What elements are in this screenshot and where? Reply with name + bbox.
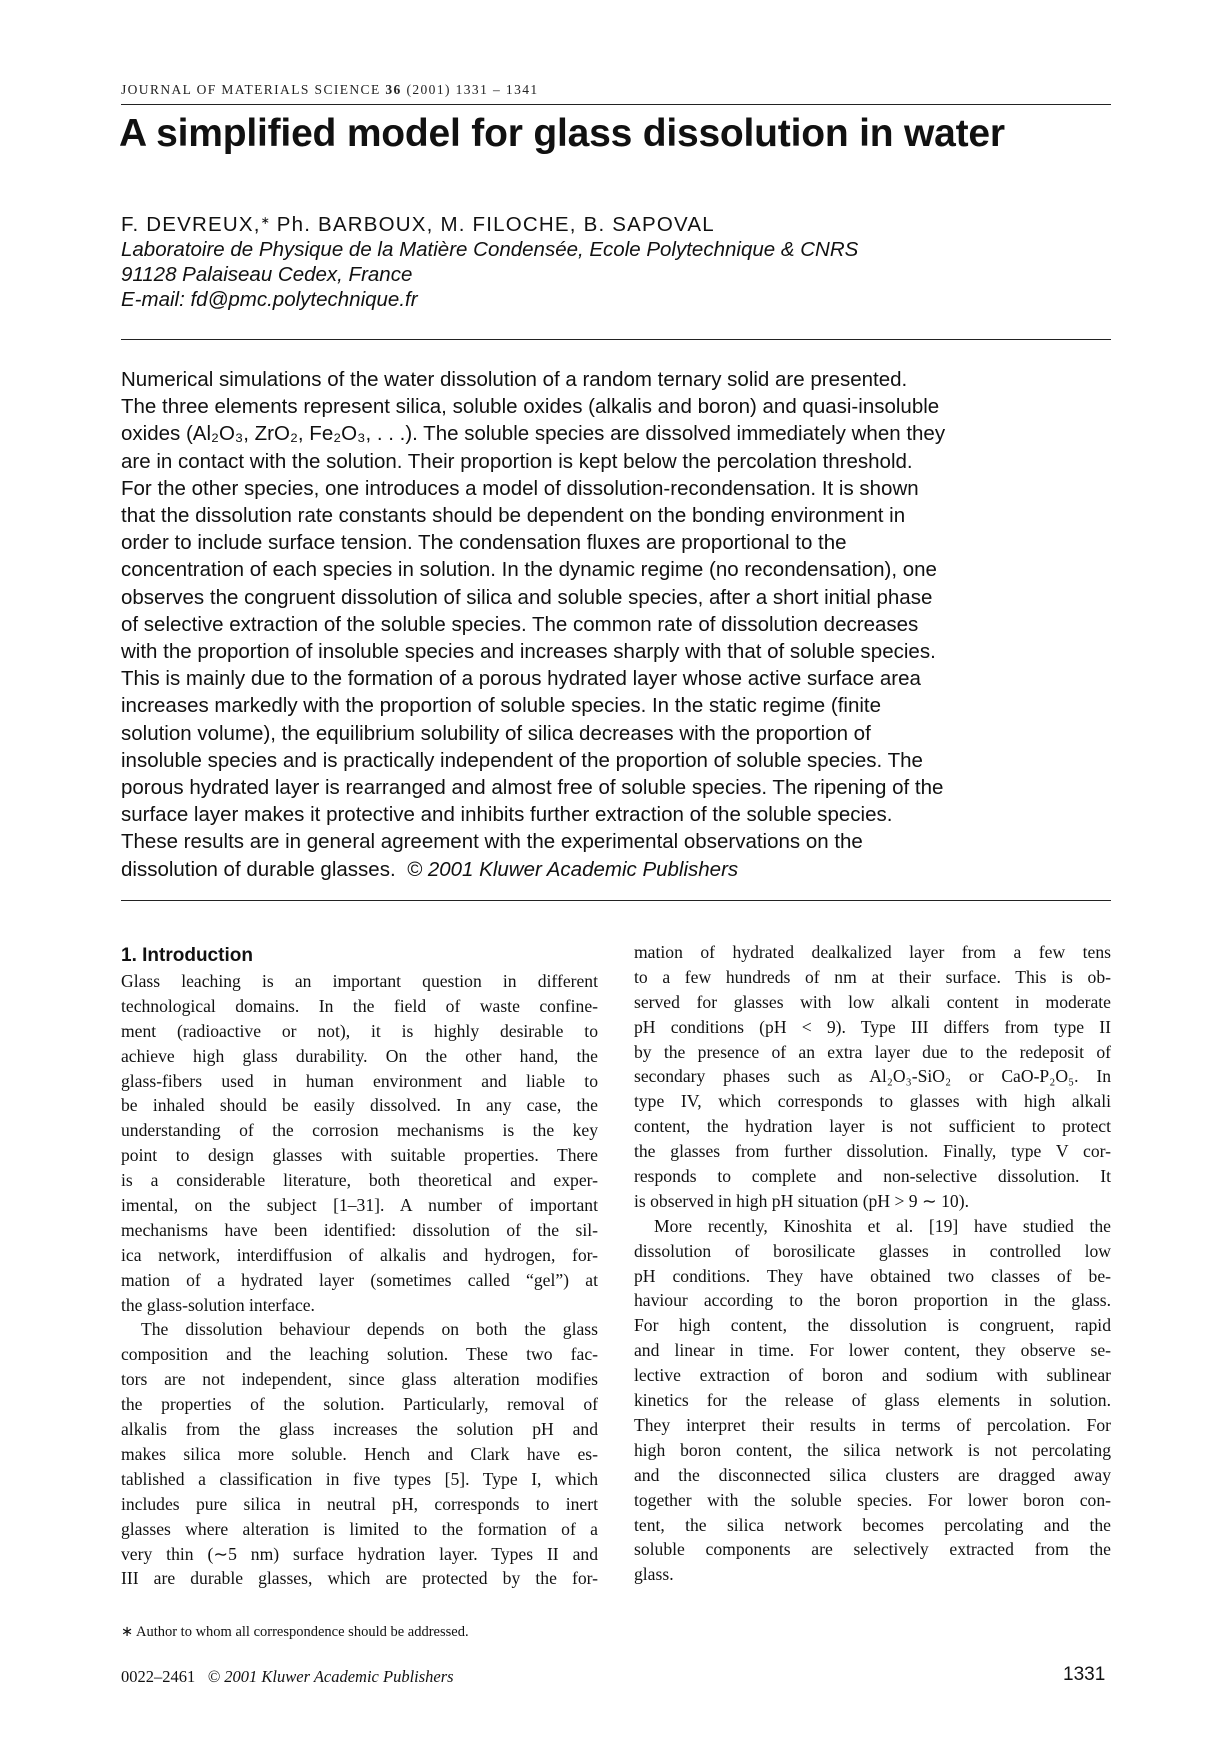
- body-line: More recently, Kinoshita et al. [19] have studied the: [654, 1215, 1111, 1236]
- abstract-line: The three elements represent silica, soluble oxides (alkalis and boron) and quasi-insoluble: [121, 395, 940, 419]
- body-line: soluble components are selectively extracted from the: [634, 1539, 1111, 1560]
- body-line: be inhaled should be easily dissolved. In any case, the: [121, 1095, 598, 1116]
- abstract-line: porous hydrated layer is rearranged and almost free of soluble species. The ripening of the: [121, 776, 944, 800]
- body-line: to a few hundreds of nm at their surface. This is ob-: [634, 966, 1111, 987]
- abstract-copyright: © 2001 Kluwer Academic Publishers: [407, 857, 739, 881]
- body-line: includes pure silica in neutral pH, corresponds to inert: [121, 1493, 598, 1514]
- body-line: glass.: [634, 1564, 674, 1585]
- right-column: [634, 940, 1111, 1587]
- body-line: Glass leaching is an important question in different: [121, 971, 598, 991]
- abstract-line: This is mainly due to the formation of a porous hydrated layer whose active surface area: [121, 667, 921, 691]
- abstract-line: concentration of each species in solution. In the dynamic regime (no recondensation), one: [121, 558, 937, 582]
- first-author: F. DEVREUX,: [121, 213, 261, 236]
- corresponding-asterisk: ∗: [260, 215, 270, 227]
- body-line: pH conditions. They have obtained two classes of be-: [634, 1265, 1111, 1286]
- body-line: tors are not independent, since glass alteration modifies: [121, 1369, 598, 1390]
- body-line: by the presence of an extra layer due to the redeposit of: [634, 1041, 1111, 1062]
- abstract-line: observes the congruent dissolution of silica and soluble species, after a short initial phase: [121, 585, 933, 609]
- abstract-line: of selective extraction of the soluble species. The common rate of dissolution decreases: [121, 612, 919, 636]
- body-line: content, the hydration layer is not sufficient to protect: [634, 1116, 1111, 1137]
- author-list: [121, 213, 715, 237]
- abstract: [121, 366, 1116, 883]
- issn: 0022–2461: [121, 1667, 196, 1686]
- body-line: They interpret their results in terms of percolation. For: [634, 1414, 1111, 1435]
- body-line: alkalis from the glass increases the solution pH and: [121, 1419, 598, 1440]
- body-line: is a considerable literature, both theoretical and exper-: [121, 1170, 598, 1191]
- body-line: mation of a hydrated layer (sometimes called “gel”) at: [121, 1269, 598, 1290]
- abstract-line: order to include surface tension. The condensation fluxes are proportional to the: [121, 531, 847, 555]
- body-line: mation of hydrated dealkalized layer from a few tens: [634, 942, 1111, 962]
- body-line: secondary phases such as Al₂O₃-SiO₂ or CaO-P₂O₅. In: [634, 1066, 1111, 1087]
- body-line: imental, on the subject [1–31]. A number of important: [121, 1195, 598, 1216]
- abstract-line: surface layer makes it protective and inhibits further extraction of the soluble species.: [121, 803, 893, 827]
- abstract-line: insoluble species and is practically independent of the proportion of soluble species. The: [121, 748, 923, 772]
- abstract-line: Numerical simulations of the water dissolution of a random ternary solid are presented.: [121, 368, 908, 391]
- body-line: and the disconnected silica clusters are dragged away: [634, 1464, 1111, 1485]
- abstract-final-sentence: dissolution of durable glasses.: [121, 857, 396, 881]
- body-line: For high content, the dissolution is congruent, rapid: [634, 1315, 1111, 1336]
- abstract-last-line: [121, 856, 1116, 883]
- body-line: served for glasses with low alkali content in moderate: [634, 991, 1111, 1012]
- abstract-line: For the other species, one introduces a model of dissolution-recondensation. It is shown: [121, 476, 919, 500]
- abstract-bottom-rule: [121, 900, 1111, 901]
- body-line: understanding of the corrosion mechanisms is the key: [121, 1120, 598, 1141]
- other-authors: Ph. BARBOUX, M. FILOCHE, B. SAPOVAL: [269, 213, 715, 236]
- abstract-line: oxides (Al₂O₃, ZrO₂, Fe₂O₃, . . .). The soluble species are dissolved immediately when they: [121, 422, 946, 446]
- affiliation-email: E-mail: fd@pmc.polytechnique.fr: [121, 288, 418, 311]
- body-line: point to design glasses with suitable properties. There: [121, 1145, 598, 1166]
- affiliation-line: 91128 Palaiseau Cedex, France: [121, 263, 413, 286]
- body-line: type IV, which corresponds to glasses with high alkali: [634, 1091, 1111, 1112]
- body-line: the glasses from further dissolution. Finally, type V cor-: [634, 1141, 1111, 1162]
- body-line: glasses where alteration is limited to the formation of a: [121, 1518, 598, 1539]
- body-line: the glass-solution interface.: [121, 1294, 315, 1315]
- abstract-line: increases markedly with the proportion of soluble species. In the static regime (finite: [121, 694, 882, 718]
- body-line: pH conditions (pH < 9). Type III differs from type II: [634, 1016, 1111, 1037]
- body-line: glass-fibers used in human environment and liable to: [121, 1070, 598, 1091]
- body-line: composition and the leaching solution. These two fac-: [121, 1344, 598, 1365]
- abstract-line: that the dissolution rate constants should be dependent on the bonding environment in: [121, 504, 906, 528]
- body-line: mechanisms have been identified: dissolution of the sil-: [121, 1219, 598, 1240]
- abstract-line: with the proportion of insoluble species and increases sharply with that of soluble species.: [121, 640, 936, 664]
- abstract-line: solution volume), the equilibrium solubility of silica decreases with the proportion of: [121, 721, 871, 745]
- footer-issn-copyright: [121, 1667, 454, 1687]
- header-rule: [121, 104, 1111, 105]
- section-heading: 1. Introduction: [121, 945, 253, 966]
- body-line: high boron content, the silica network is not percolating: [634, 1439, 1111, 1460]
- footer-copyright: © 2001 Kluwer Academic Publishers: [207, 1667, 454, 1686]
- abstract-top-rule: [121, 339, 1111, 340]
- affiliation-line: Laboratoire de Physique de la Matière Condensée, Ecole Polytechnique & CNRS: [121, 238, 859, 261]
- body-line: tent, the silica network becomes percolating and the: [634, 1514, 1111, 1535]
- body-line: III are durable glasses, which are protected by the for-: [121, 1568, 598, 1589]
- page-number: 1331: [1063, 1664, 1106, 1685]
- left-column: [121, 943, 598, 1591]
- body-line: responds to complete and non-selective dissolution. It: [634, 1166, 1111, 1187]
- body-line: is observed in high pH situation (pH > 9 ∼ 10).: [634, 1190, 969, 1211]
- body-line: tablished a classification in five types [5]. Type I, which: [121, 1468, 598, 1489]
- body-line: very thin (∼5 nm) surface hydration layer. Types II and: [121, 1543, 598, 1564]
- body-line: ment (radioactive or not), it is highly desirable to: [121, 1020, 598, 1041]
- body-line: technological domains. In the field of waste confine-: [121, 995, 598, 1016]
- body-line: haviour according to the boron proportion in the glass.: [634, 1290, 1111, 1311]
- body-line: together with the soluble species. For lower boron con-: [634, 1489, 1111, 1510]
- abstract-line: These results are in general agreement with the experimental observations on the: [121, 830, 863, 854]
- paper-title: A simplified model for glass dissolution in water: [119, 112, 1005, 155]
- body-line: makes silica more soluble. Hench and Clark have es-: [121, 1443, 598, 1464]
- body-line: and linear in time. For lower content, they observe se-: [634, 1340, 1111, 1361]
- body-line: The dissolution behaviour depends on both the glass: [141, 1319, 598, 1340]
- journal-header: [121, 82, 1111, 98]
- body-line: kinetics for the release of glass elements in solution.: [634, 1390, 1111, 1411]
- body-line: the properties of the solution. Particularly, removal of: [121, 1394, 598, 1415]
- journal-year-pages: (2001) 1331 – 1341: [406, 82, 539, 97]
- body-line: lective extraction of boron and sodium with sublinear: [634, 1365, 1111, 1386]
- footnote: ∗ Author to whom all correspondence should be addressed.: [121, 1624, 469, 1640]
- body-line: achieve high glass durability. On the other hand, the: [121, 1045, 598, 1066]
- body-line: ica network, interdiffusion of alkalis and hydrogen, for-: [121, 1244, 598, 1265]
- journal-name: JOURNAL OF MATERIALS SCIENCE: [121, 82, 381, 97]
- body-line: dissolution of borosilicate glasses in controlled low: [634, 1240, 1111, 1261]
- abstract-line: are in contact with the solution. Their proportion is kept below the percolation threshold.: [121, 449, 913, 473]
- journal-volume: 36: [385, 82, 402, 97]
